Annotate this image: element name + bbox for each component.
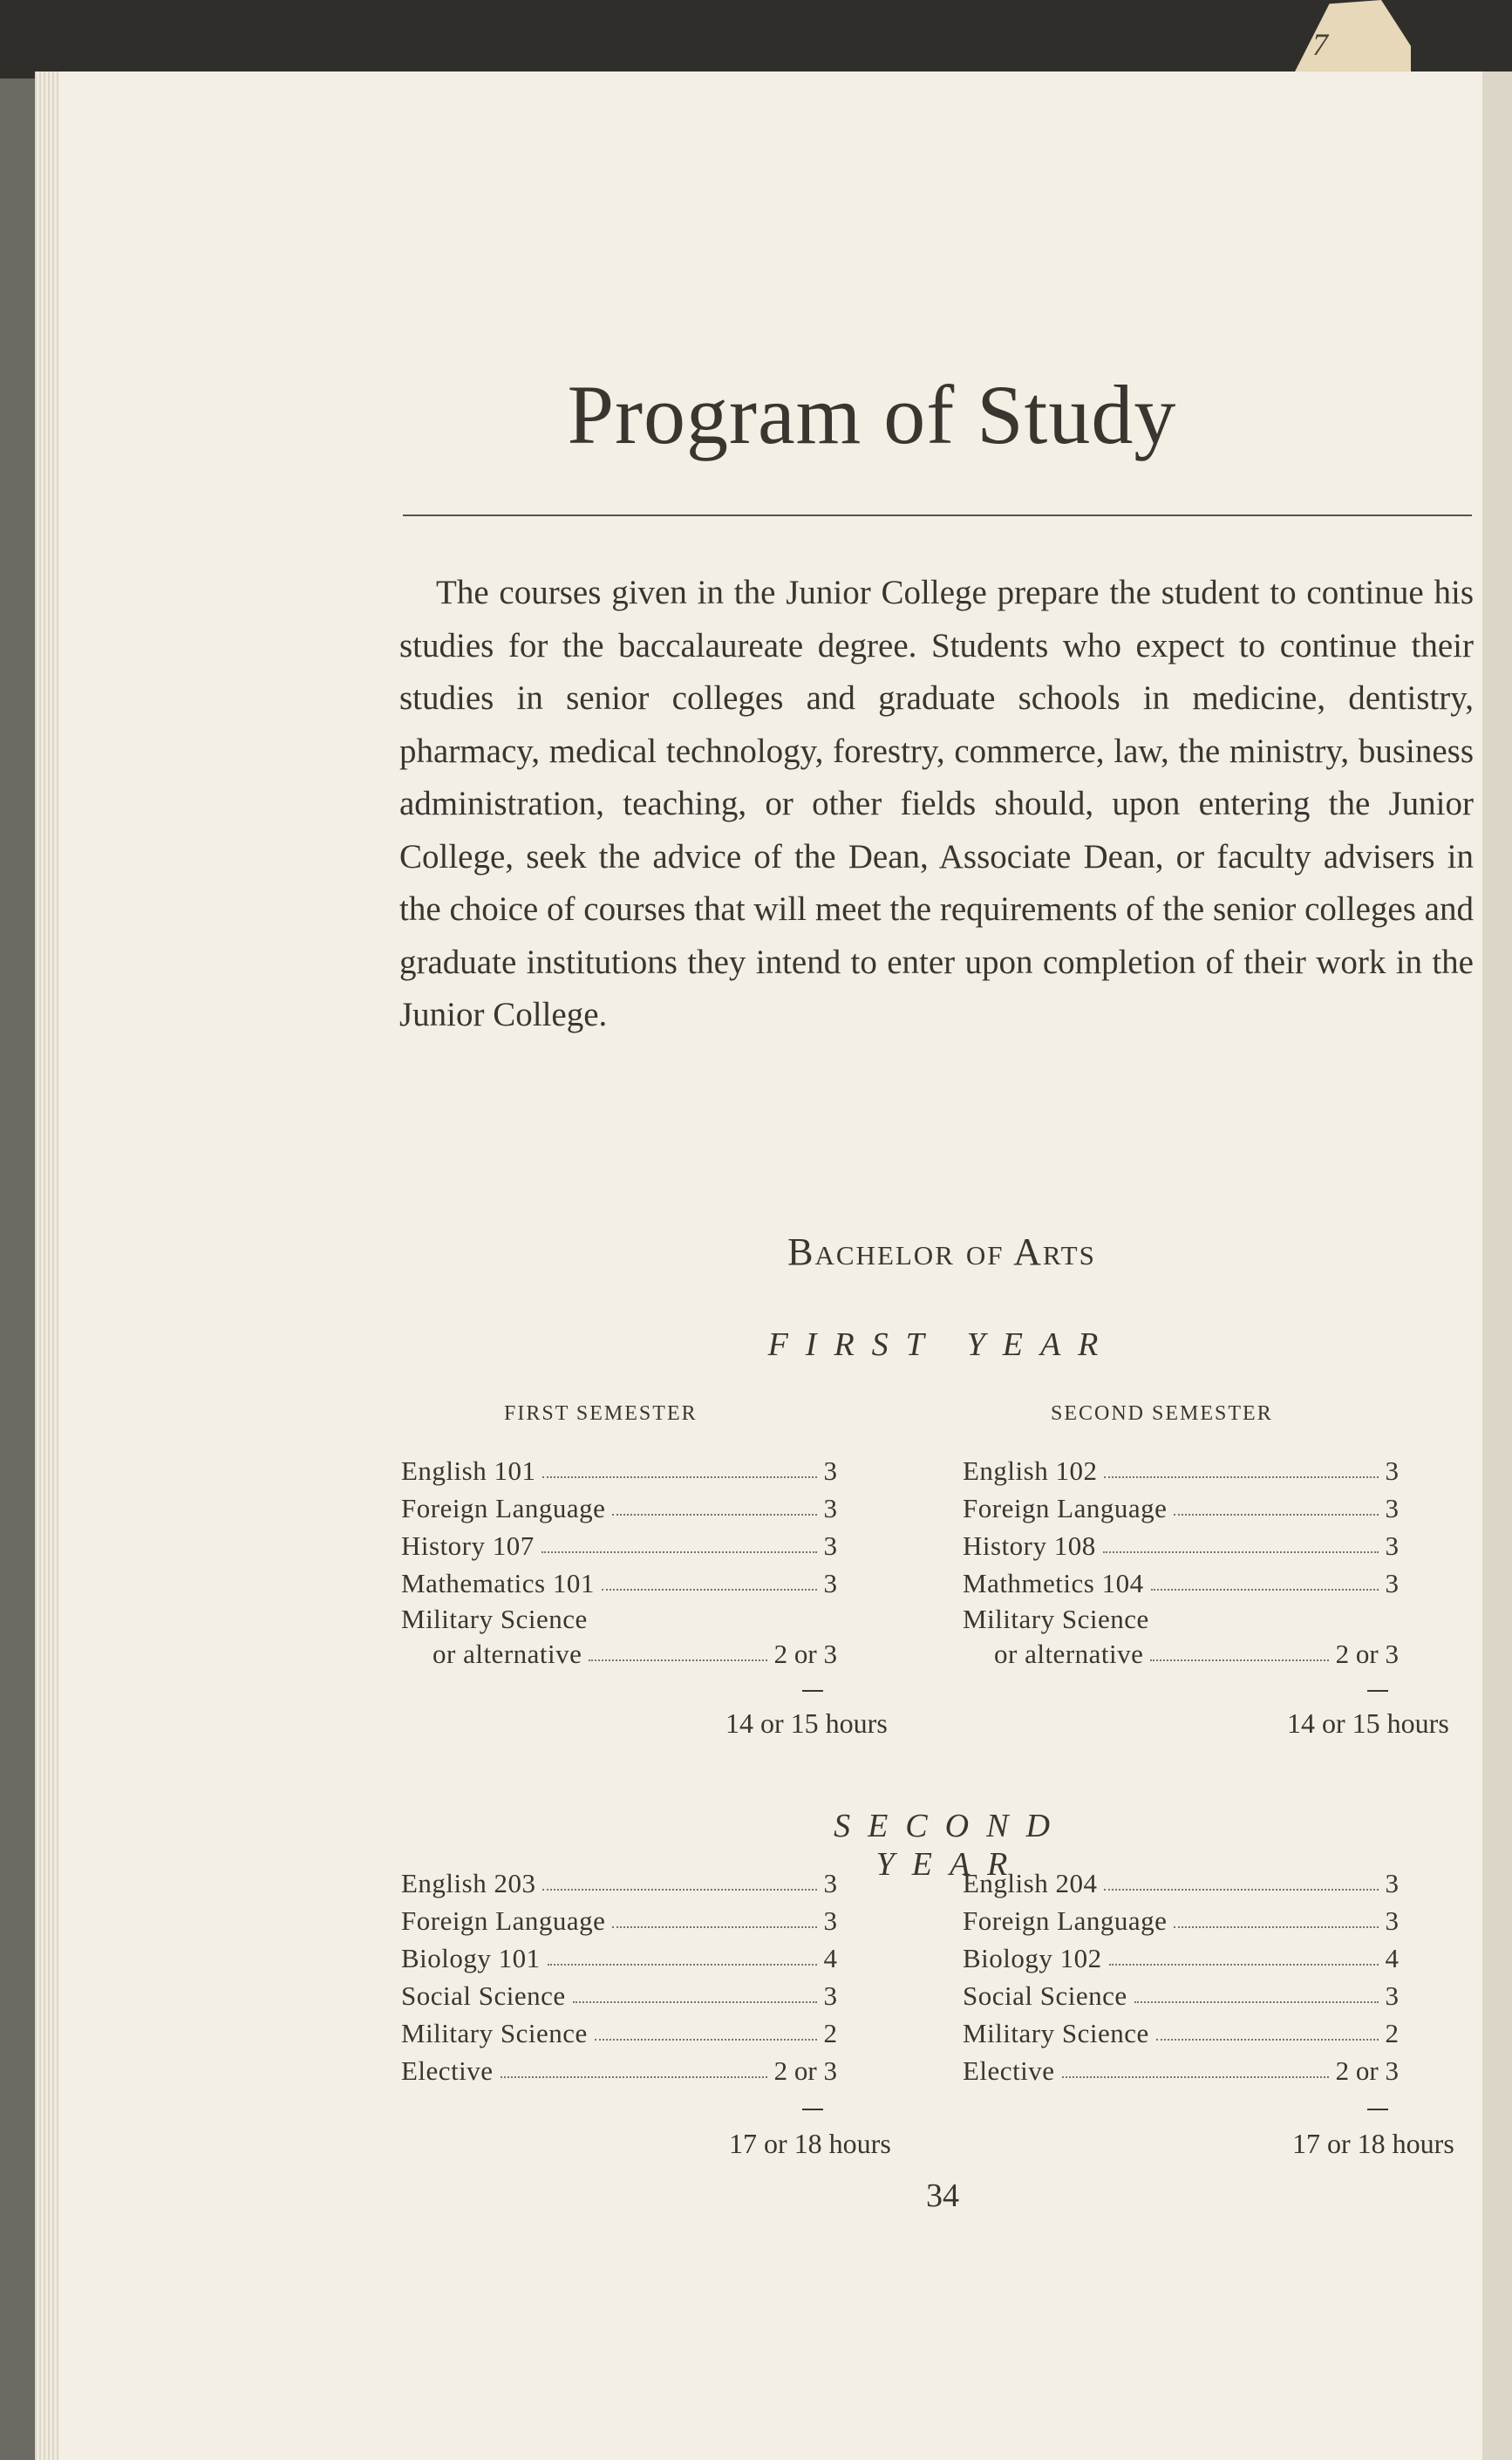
course-hours: 3 — [1385, 1530, 1399, 1561]
page-number: 34 — [926, 2177, 959, 2214]
course-name: Elective — [401, 2055, 494, 2086]
leader-dots — [612, 1514, 816, 1516]
course-hours: 3 — [823, 1868, 837, 1898]
course-row — [401, 1637, 837, 1672]
intro-text: The courses given in the Junior College prepare the student to continue his studies for the baccalaureate degree. Students who expect to continue their studies in senior colleges and graduate schools in medicine, dentistry, pharmacy, medical technology, forestry, commerce, law, the ministry, business administration, teaching, or other fields should, upon entering the Junior College, seek the advice of the Dean, Associate Dean, or faculty advisers in the choice of courses that will meet the requirements of the senior colleges and graduate institutions they intend to enter upon completion of their work in the Junior College. — [399, 574, 1474, 1033]
leader-dots — [1174, 1926, 1378, 1928]
fy-second-semester-courses — [963, 1452, 1399, 1672]
total-rule — [802, 1690, 823, 1692]
course-hours: 2 or 3 — [773, 2055, 837, 2086]
book-spine-left — [0, 78, 35, 2460]
course-row — [401, 1902, 837, 1939]
course-row — [401, 1977, 837, 2014]
page-tab-label: 7 — [1312, 27, 1328, 62]
course-name: or alternative — [432, 1639, 582, 1669]
course-name: Foreign Language — [401, 1905, 606, 1936]
sy-first-semester-total: 17 or 18 hours — [729, 2128, 891, 2159]
leader-dots — [612, 1926, 816, 1928]
course-row — [963, 1452, 1399, 1489]
course-name: Military Science — [963, 1604, 1149, 1634]
leader-dots — [1156, 2039, 1379, 2041]
course-row — [401, 1527, 837, 1564]
course-name: History 107 — [401, 1530, 535, 1561]
leader-dots — [1174, 1514, 1378, 1516]
leader-dots — [602, 1589, 817, 1591]
course-name: Mathmetics 104 — [963, 1568, 1144, 1598]
course-row — [401, 1489, 837, 1527]
course-row — [963, 1902, 1399, 1939]
course-name: Elective — [963, 2055, 1055, 2086]
course-row — [963, 2014, 1399, 2052]
course-name: History 108 — [963, 1530, 1096, 1561]
leader-dots — [1104, 1889, 1378, 1891]
course-name: or alternative — [994, 1639, 1144, 1669]
course-name: Military Science — [401, 2018, 588, 2048]
course-row — [401, 2014, 837, 2052]
page-right-edge — [1482, 72, 1512, 2460]
leader-dots — [595, 2039, 817, 2041]
course-hours: 2 — [1385, 2018, 1399, 2048]
second-semester-heading: SECOND SEMESTER — [1051, 1402, 1273, 1425]
course-hours: 3 — [1385, 1868, 1399, 1898]
course-name: English 101 — [401, 1455, 536, 1486]
leader-dots — [589, 1659, 766, 1661]
degree-heading: Bachelor of Arts — [787, 1230, 1096, 1273]
book-spine-top — [0, 0, 1512, 78]
fy-second-semester-total: 14 or 15 hours — [1287, 1707, 1449, 1739]
course-row — [963, 2052, 1399, 2089]
leader-dots — [1134, 2001, 1379, 2003]
course-name: English 102 — [963, 1455, 1098, 1486]
course-name: Military Science — [401, 1604, 588, 1634]
course-row — [401, 1564, 837, 1602]
leader-dots — [1150, 1659, 1328, 1661]
leader-dots — [501, 2076, 767, 2078]
sy-second-semester-total: 17 or 18 hours — [1292, 2128, 1454, 2159]
course-row — [963, 1489, 1399, 1527]
course-name: Social Science — [963, 1980, 1127, 2011]
leader-dots — [573, 2001, 817, 2003]
course-row — [401, 2052, 837, 2089]
total-rule — [802, 2109, 823, 2110]
second-year-heading: SECOND YEAR — [834, 1808, 1067, 1883]
course-row — [401, 1602, 837, 1637]
title-divider — [403, 514, 1472, 516]
course-row — [401, 1452, 837, 1489]
leader-dots — [542, 1476, 816, 1478]
course-name: Foreign Language — [963, 1905, 1168, 1936]
page-edges — [35, 72, 59, 2460]
course-row — [963, 1527, 1399, 1564]
course-hours: 2 — [823, 2018, 837, 2048]
total-rule — [1367, 1690, 1388, 1692]
leader-dots — [548, 1964, 817, 1966]
course-hours: 3 — [1385, 1455, 1399, 1486]
course-hours: 3 — [823, 1530, 837, 1561]
course-hours: 4 — [1385, 1943, 1399, 1973]
course-hours: 2 or 3 — [1335, 2055, 1399, 2086]
course-row — [963, 1939, 1399, 1977]
first-semester-heading: FIRST SEMESTER — [504, 1402, 698, 1425]
course-hours: 3 — [1385, 1568, 1399, 1598]
course-hours: 3 — [823, 1980, 837, 2011]
leader-dots — [1062, 2076, 1329, 2078]
course-row — [401, 1864, 837, 1902]
course-row — [963, 1602, 1399, 1637]
page-title: Program of Study — [567, 368, 1177, 461]
intro-paragraph — [399, 567, 1474, 1042]
course-hours: 3 — [823, 1905, 837, 1936]
leader-dots — [1104, 1476, 1378, 1478]
leader-dots — [541, 1551, 817, 1553]
course-hours: 3 — [823, 1493, 837, 1523]
course-name: Foreign Language — [401, 1493, 606, 1523]
course-hours: 3 — [1385, 1980, 1399, 2011]
course-hours: 3 — [823, 1568, 837, 1598]
course-hours: 3 — [823, 1455, 837, 1486]
course-row — [963, 1564, 1399, 1602]
course-row — [963, 1864, 1399, 1902]
course-hours: 2 or 3 — [773, 1639, 837, 1669]
course-hours: 3 — [1385, 1905, 1399, 1936]
sy-first-semester-courses — [401, 1864, 837, 2089]
course-name: Biology 102 — [963, 1943, 1102, 1973]
fy-first-semester-courses — [401, 1452, 837, 1672]
course-row — [963, 1977, 1399, 2014]
course-row — [401, 1939, 837, 1977]
course-name: Military Science — [963, 2018, 1149, 2048]
course-name: Social Science — [401, 1980, 566, 2011]
leader-dots — [1103, 1551, 1379, 1553]
leader-dots — [1109, 1964, 1379, 1966]
total-rule — [1367, 2109, 1388, 2110]
course-hours: 2 or 3 — [1335, 1639, 1399, 1669]
course-hours: 3 — [1385, 1493, 1399, 1523]
leader-dots — [1151, 1589, 1379, 1591]
course-name: Mathematics 101 — [401, 1568, 595, 1598]
leader-dots — [542, 1889, 816, 1891]
course-hours: 4 — [823, 1943, 837, 1973]
course-name: English 204 — [963, 1868, 1098, 1898]
sy-second-semester-courses — [963, 1864, 1399, 2089]
course-name: Foreign Language — [963, 1493, 1168, 1523]
first-year-heading: FIRST YEAR — [767, 1326, 1116, 1363]
course-row — [963, 1637, 1399, 1672]
fy-first-semester-total: 14 or 15 hours — [725, 1707, 888, 1739]
course-name: English 203 — [401, 1868, 536, 1898]
course-name: Biology 101 — [401, 1943, 541, 1973]
